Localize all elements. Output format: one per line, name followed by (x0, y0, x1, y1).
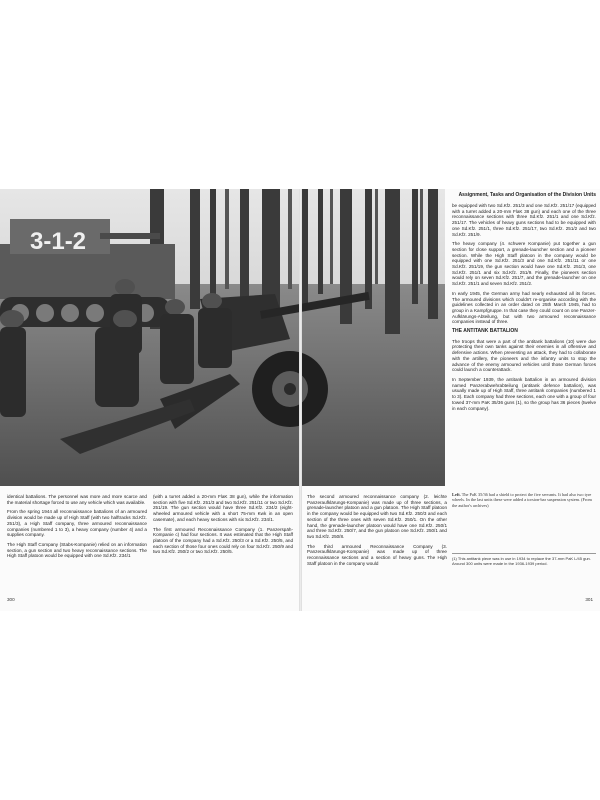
footnote: (1) This antitank piece was in use in 1934 to replace the 37-mm PaK L/45 gun. Around 300 units were made in the 1936-1939 period. (452, 553, 596, 566)
book-gutter (299, 189, 302, 611)
paragraph: identical battalions. The personnel was more and more scarce and the material shortage forced to use any vehicle which was available. (7, 494, 147, 505)
paragraph: The first armoured Reconnaissance Company (1. Panzerspäh-Kompanie c) had four sections. It was estimated that the High Staff platoon of the company had a Sd.Kfz. 250/3 or a Sd.Kfz. 250/5, and each section of those four ones could rely on four Sd.Kfz. 250/9 and two Sd.Kfz. 250/2 or two Sd.Kfz. 250/5. (153, 526, 293, 555)
tank-silhouette (0, 219, 175, 327)
turret-number: 3-1-2 (30, 228, 87, 255)
paragraph: The High Staff Company (Stabs-Kompanie) relied on an information section, a gun section and two heavy reconnaissance sections. The High Staff platoon would be equipped with one Sd.Kfz. 234/1 (7, 541, 147, 559)
right-page-column-2 (452, 203, 596, 415)
caption-lead: Left. (452, 492, 461, 497)
page-number-left: 300 (7, 597, 15, 602)
right-page-column-1 (307, 494, 447, 570)
left-page-column-2 (153, 494, 293, 559)
photo-caption (452, 492, 596, 508)
photo-antitank-crew (0, 189, 445, 486)
left-page-column-1 (7, 494, 147, 563)
paragraph: The second armoured reconnaissance company (2. leichte Panzeraufklärungs-Kompanie) was made up of three sections, a grenade-launcher platoon and a gun platoon. The High Staff platoon in the company would be equipped with two Sd.Kfz. 250/3 and each section of the three ones with seven Sd.Kfz. 250/1. On the other hand, the grenade-launcher platoon would have one Sd.Kfz. 250/1 and three Sd.Kfz. 250/7, and the gun platoon one Sd.Kfz. 250/1 and two Sd.Kfz. 250/8. (307, 494, 447, 539)
paragraph: (with a turret added a 20-mm FlaK 38 gun), while the information section with five Sd.Kfz. 251/3 and two Sd.Kfz. 251/11 or two Sd.Kfz. 251/19. The gun section would have three Sd.Kfz. 234/2 (eight-wheeled armoured vehicle with a short 75-mm Kwk in an open casemate), and each heavy sections with six Sd.Kfz. 234/1. (153, 494, 293, 522)
caption-text: The PaK 35/36 had a shield to protect the five servants. It had also two tyre wheels. In the last units these were added a torsion-bar suspension system. (From the author's archives) (452, 492, 592, 508)
paragraph: be equipped with two Sd.Kfz. 251/3 and one Sd.Kfz. 251/17 (equipped with a turret added a 20-mm FlaK 38 gun) and each one of the three reconnaissance sections with three Sd.Kfz. 251/1 and one Sd.Kfz. 251/17. The vehicles of heavy guns sections had to be equipped with one Sd.Kfz. 251/1, three Sd.Kfz. 251/17, two Sd.Kfz. 251/2 and two Sd.Kfz. 251/9. (452, 203, 596, 237)
paragraph: The heavy company (4. schwere Kompanie) put together a gun section for close support, a grenade-launcher section and a pioneer section. While the High Staff platoon in the company would be equipped with one Sd.Kfz. 251/3 and one Sd.Kfz. 251/11 or one Sd.Kfz. 251/19, the gun section would have one Sd.Kfz. 251/3, one Sd.Kfz. 251/1 and six Sd.Kfz. 251/9. Finally, the pioneers section would rely on seven Sd.Kfz. 251/7, and the grenade-launcher on one Sd.Kfz. 251/1 and seven Sd.Kfz. 251/2. (452, 241, 596, 287)
running-header: Assignment, Tasks and Organisation of the Division Units (458, 192, 596, 198)
paragraph: The third armoured Reconnaissance Company (3. Panzeraufklärungs-Kompanie) was made up of three reconnaissance sections and a section of heavy guns. The High Staff platoon in the company would (307, 543, 447, 566)
page-number-right: 301 (585, 597, 593, 602)
photo-image (0, 189, 445, 486)
paragraph: In early 1945, the German army had nearly exhausted all its forces. The armoured divisions which couldn't re-organise according with the guidelines collected in an order dated on 25th March 1945, had to group in a Kampfgruppe. In that case they could count on one Panzer-Aufklärungs-Abteilung, but with two armoured reconnaissance companies instead of three. (452, 290, 596, 325)
paragraph: From the spring 1944 all reconnaissance battalions of an armoured division would be made up of High Staff (with two halftracks Sd.Kfz. 251/3), a High Staff company, three armoured reconnaissance companies (numbered 1 to 3), a heavy company (number 4) and a supplies company. (7, 509, 147, 538)
paragraph: In September 1939, the antitank battalion in an armoured division named Panzerabwehrabteilung (antitank defence battalion), was usually made up of High Staff, three antitank companies (numbered 1 to 3). Each company had three sections, each one with a group of four towed 37-mm PaK 35/36 guns (1), so the group has 36 pieces (twelve in each company). (452, 376, 596, 411)
section-heading: THE ANTITANK BATTALION (452, 328, 518, 335)
paragraph: The troops that were a part of the antitank battalions (10) were due protecting their own tanks against their enemies in all offensive and defensive actions. When preventing an attack, they had to collaborate with the artillery, the pioneers and the infantry units to stop the advance of the enemy armoured vehicles until those German forces could launch a counterattack. (452, 338, 596, 373)
book-spread (0, 189, 600, 611)
